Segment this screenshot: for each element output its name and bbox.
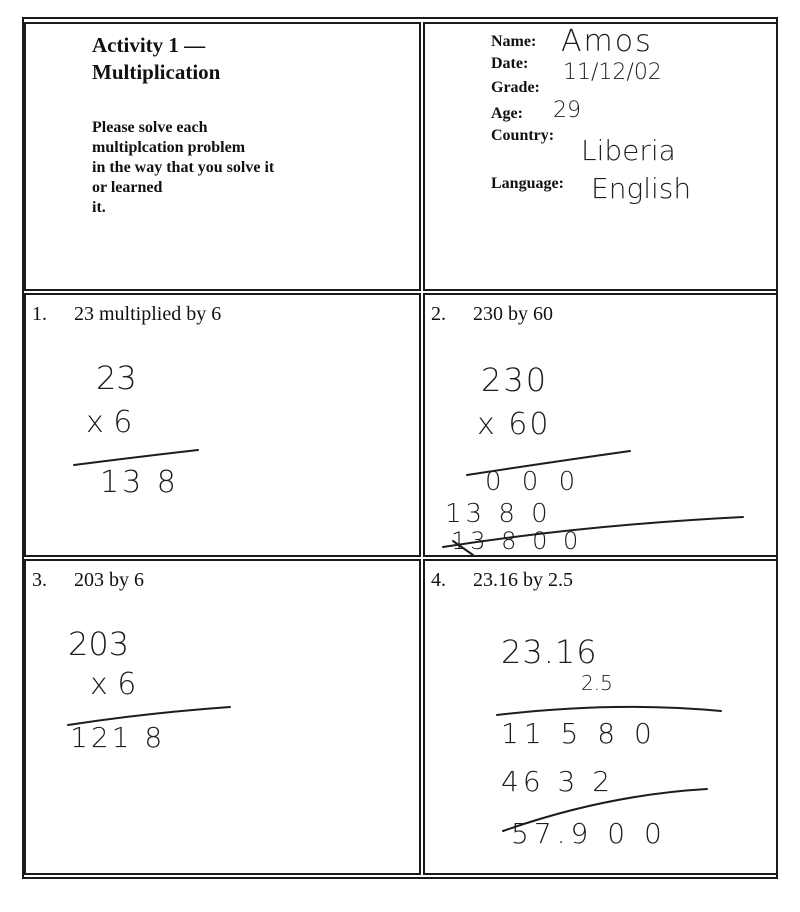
date-value: 11/12/02 bbox=[563, 60, 662, 85]
work-top-number: 23.16 bbox=[501, 633, 598, 671]
activity-instructions bbox=[92, 118, 274, 218]
age-value: 29 bbox=[553, 98, 581, 123]
country-label: Country: bbox=[491, 127, 555, 144]
date-label: Date: bbox=[491, 55, 529, 72]
instruction-line: it. bbox=[92, 199, 106, 216]
work-result: 13 8 bbox=[100, 465, 179, 500]
work-result: 121 8 bbox=[70, 721, 166, 754]
work-partial-2: 13 8 0 bbox=[445, 499, 552, 529]
problem-number: 1. bbox=[32, 303, 47, 325]
instruction-line: multiplcation problem bbox=[92, 139, 246, 156]
problem-prompt: 23.16 by 2.5 bbox=[473, 569, 573, 591]
instruction-line: or learned bbox=[92, 179, 163, 196]
work-partial-2: 46 3 2 bbox=[501, 765, 615, 798]
problem-number: 3. bbox=[32, 569, 47, 591]
work-top-number: 203 bbox=[68, 625, 130, 663]
work-partial-1: 11 5 8 0 bbox=[501, 717, 657, 750]
problem-1-cell bbox=[24, 293, 421, 557]
problem-prompt: 230 by 60 bbox=[473, 303, 553, 325]
work-partial-1: 0 0 0 bbox=[485, 467, 582, 497]
instruction-line: Please solve each bbox=[92, 119, 208, 136]
instruction-line: in the way that you solve it bbox=[92, 159, 275, 176]
work-multiplier: x 6 bbox=[86, 405, 133, 440]
work-top-number: 23 bbox=[96, 359, 137, 397]
work-top-number: 230 bbox=[481, 361, 549, 399]
country-value: Liberia bbox=[581, 134, 676, 167]
work-result: 13 8 0 0 bbox=[451, 527, 583, 555]
problem-prompt: 23 multiplied by 6 bbox=[74, 303, 222, 325]
problem-4-cell bbox=[423, 559, 778, 875]
name-label: Name: bbox=[491, 33, 537, 50]
work-result: 57.9 0 0 bbox=[511, 817, 667, 850]
work-rule-line bbox=[26, 295, 423, 559]
activity-title-line2: Multiplication bbox=[92, 60, 221, 84]
grade-label: Grade: bbox=[491, 79, 540, 96]
problem-number: 4. bbox=[431, 569, 446, 591]
name-value: Amos bbox=[561, 24, 653, 59]
language-value: English bbox=[591, 172, 692, 205]
work-multiplier: x 6 bbox=[90, 667, 137, 702]
activity-header-cell bbox=[24, 22, 421, 291]
activity-title-line1: Activity 1 — bbox=[92, 33, 206, 57]
language-label: Language: bbox=[491, 175, 564, 192]
student-info-cell bbox=[423, 22, 778, 291]
problem-2-cell bbox=[423, 293, 778, 557]
work-multiplier: x 60 bbox=[477, 407, 551, 442]
problem-prompt: 203 by 6 bbox=[74, 569, 144, 591]
problem-number: 2. bbox=[431, 303, 446, 325]
work-multiplier: 2.5 bbox=[581, 671, 613, 695]
age-label: Age: bbox=[491, 105, 523, 122]
work-rule-line bbox=[26, 561, 423, 877]
problem-3-cell bbox=[24, 559, 421, 875]
activity-title bbox=[92, 32, 220, 86]
